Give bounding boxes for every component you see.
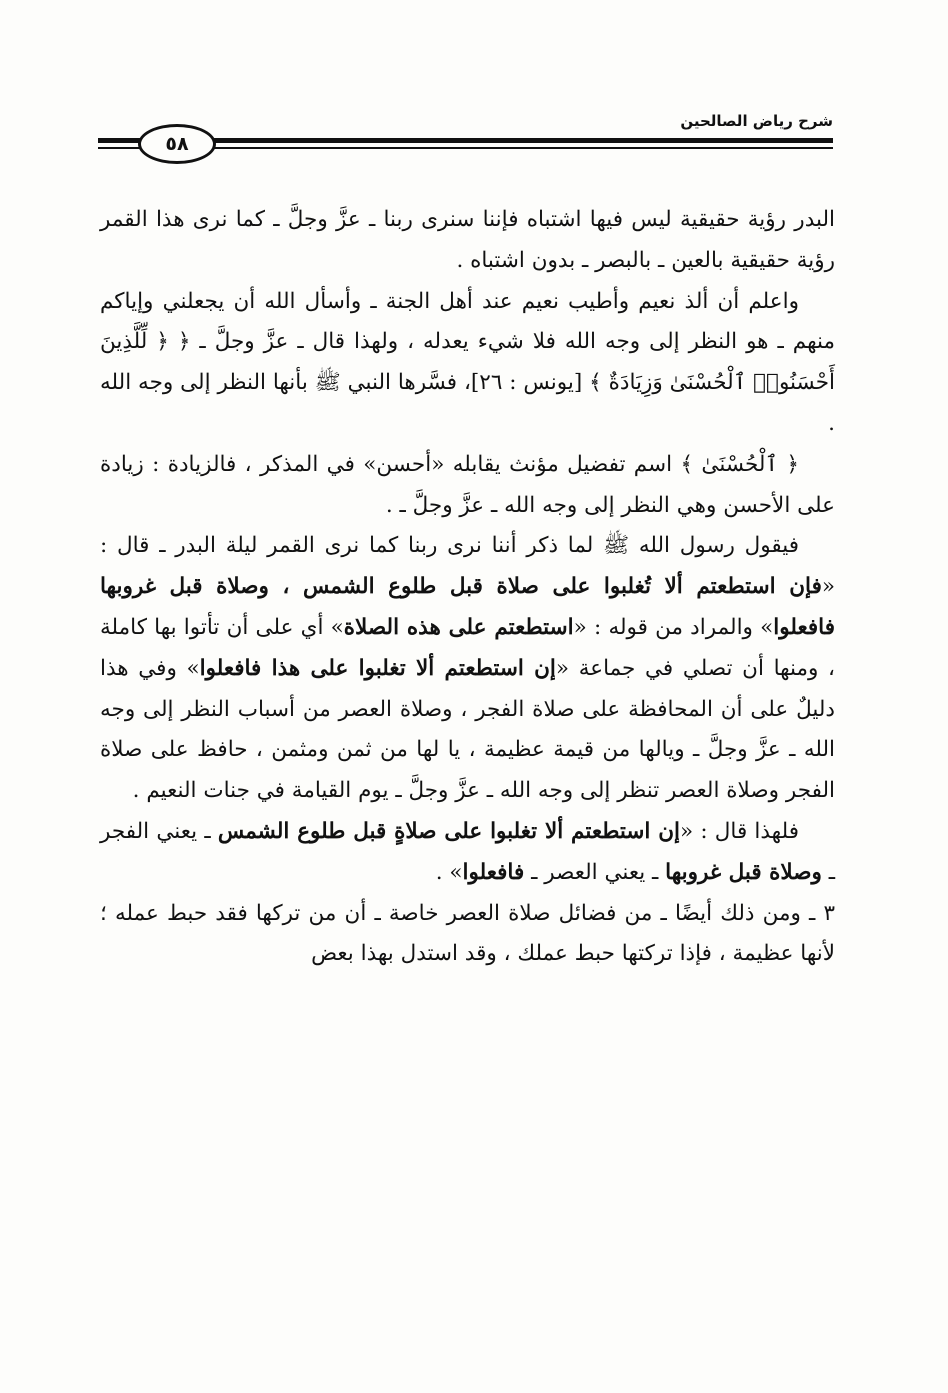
- text-segment: » أي على أن تأتوا بها كاملة ، ومنها أن تصلي في جماعة «: [100, 614, 836, 681]
- text-segment: فلهذا قال : «: [679, 818, 799, 844]
- hadith-quote: إن استطعتم ألا تغلبوا على صلاةٍ قبل طلوع الشمس: [217, 818, 680, 844]
- page-number: ٥٨: [138, 124, 216, 164]
- text-segment: » وفي هذا دليلٌ على أن المحافظة على صلاة الفجر ، وصلاة العصر من أسباب النظر إلى وجه الله ـ عزَّ وجلَّ ـ ويالها من قيمة عظيمة ، يا لها من ثمن ومثمن ، حافظ على صلاة الفجر وصلاة العصر تنظر إلى وجه الله ـ عزَّ وجلَّ ـ يوم القيامة في جنات النعيم .: [100, 655, 835, 804]
- paragraph-4: [100, 526, 835, 812]
- text-segment: ـ يعني العصر ـ: [524, 859, 666, 885]
- text-segment: ﴿ ٱلْحُسْنَىٰ ﴾ اسم تفضيل مؤنث يقابله «أحسن» في المذكر ، فالزيادة : زيادة على الأحسن وهي النظر إلى وجه الله ـ عزَّ وجلَّ ـ .: [100, 451, 835, 518]
- paragraph-3: [100, 445, 835, 527]
- hadith-quote: فافعلوا: [462, 859, 525, 885]
- hadith-quote: وصلاة قبل غروبها: [665, 859, 822, 885]
- running-title: شرح رياض الصالحين: [680, 112, 833, 130]
- paragraph-1: [100, 200, 835, 282]
- text-segment: » والمراد من قوله : «: [573, 614, 774, 640]
- text-segment: فيقول رسول الله ﷺ لما ذكر أننا نرى ربنا كما نرى القمر ليلة البدر ـ قال : «: [100, 533, 835, 600]
- text-segment: البدر رؤية حقيقية ليس فيها اشتباه فإننا سنرى ربنا ـ عزَّ وجلَّ ـ كما نرى هذا القمر رؤية حقيقية بالعين ـ بالبصر ـ بدون اشتباه .: [100, 207, 835, 273]
- body-text: [100, 200, 835, 975]
- hadith-quote: فإن استطعتم ألا تُغلبوا على صلاة قبل طلوع الشمس ، وصلاة قبل غروبها فافعلوا: [100, 574, 835, 640]
- page-header: [98, 104, 833, 164]
- hadith-quote: استطعتم على هذه الصلاة: [343, 614, 574, 640]
- paragraph-5: [100, 812, 835, 894]
- text-segment: ـ يعني الفجر ـ: [100, 818, 835, 885]
- text-segment: » .: [435, 859, 463, 885]
- paragraph-2: [100, 282, 835, 445]
- text-segment: ٣ ـ ومن ذلك أيضًا ـ من فضائل صلاة العصر خاصة ـ أن من تركها فقد حبط عمله ؛ لأنها عظيمة ، فإذا تركتها حبط عملك ، وقد استدل بهذا بعض: [100, 900, 835, 967]
- text-segment: واعلم أن ألذ نعيم وأطيب نعيم عند أهل الجنة ـ وأسأل الله أن يجعلني وإياكم منهم ـ هو النظر إلى وجه الله فلا شيء يعدله ، ولهذا قال ـ عزَّ وجلَّ ـ ﴿ ﴿ لِّلَّذِينَ أَحْسَنُوا۟ ٱلْحُسْنَىٰ وَزِيَادَةٌ ﴾ [يونس : ٢٦]، فسَّرها النبي ﷺ بأنها النظر إلى وجه الله .: [100, 288, 835, 436]
- paragraph-6: [100, 894, 835, 976]
- hadith-quote: إن استطعتم ألا تغلبوا على هذا فافعلوا: [199, 655, 556, 681]
